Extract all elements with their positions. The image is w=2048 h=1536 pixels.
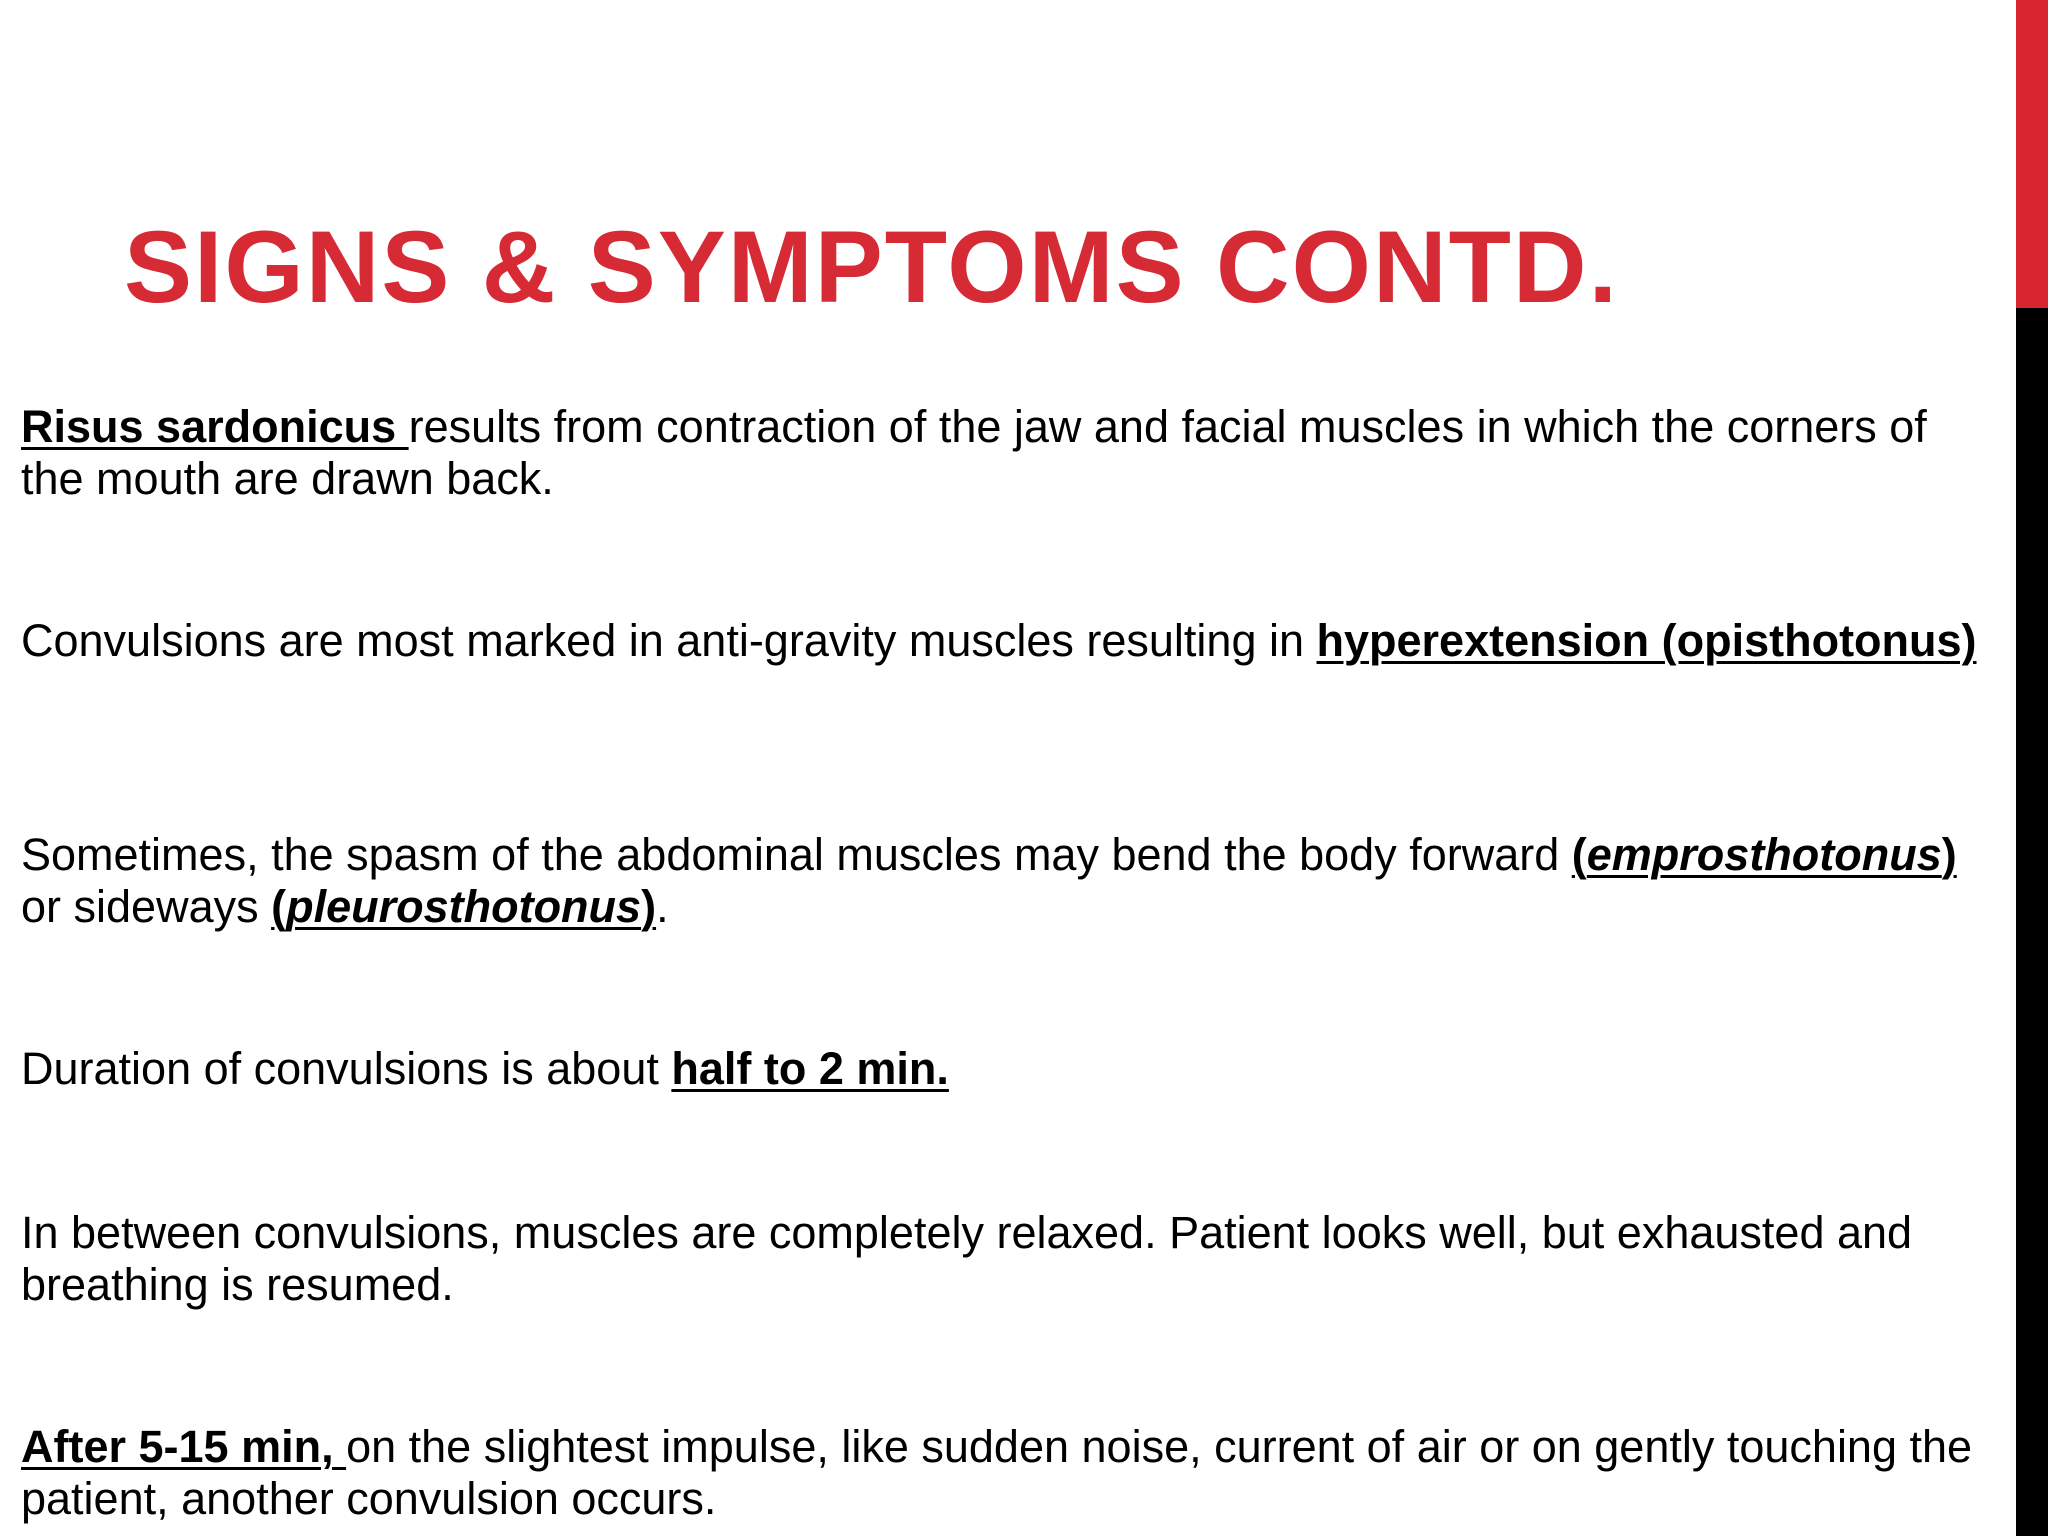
bullet-text-end: .	[656, 881, 669, 932]
term-emprosthotonus: emprosthotonus	[1586, 829, 1942, 880]
bullet-text: Duration of convulsions is about	[21, 1043, 672, 1094]
accent-bar-red	[2016, 0, 2048, 308]
slide-title: SIGNS & SYMPTOMS CONTD.	[124, 210, 1619, 324]
paren-close: )	[1941, 829, 1957, 880]
bullet-convulsions	[21, 615, 2001, 667]
accent-bar-black	[2016, 308, 2048, 1536]
bullet-between-convulsions	[21, 1207, 2001, 1311]
bullet-after-interval	[21, 1421, 2001, 1525]
bullet-text: Convulsions are most marked in anti-gravity muscles resulting in	[21, 615, 1317, 666]
bullet-text: Sometimes, the spasm of the abdominal muscles may bend the body forward	[21, 829, 1572, 880]
term-risus-sardonicus: Risus sardonicus	[21, 401, 409, 452]
paren-open: (	[271, 881, 287, 932]
term-hyperextension: hyperextension (opisthotonus)	[1316, 615, 1977, 666]
term-pleurosthotonus: pleurosthotonus	[286, 881, 642, 932]
term-half-to-2-min: half to 2 min.	[671, 1043, 949, 1094]
paren-open: (	[1571, 829, 1587, 880]
bullet-text: results from contraction of the jaw and facial muscles in which the corners of the mouth are drawn back.	[21, 401, 1927, 504]
term-emprosthotonus-group	[1572, 829, 1957, 880]
paren-close: )	[641, 881, 657, 932]
bullet-spasm	[21, 829, 2001, 933]
bullet-text: on the slightest impulse, like sudden noise, current of air or on gently touching the patient, another convulsion occurs.	[21, 1421, 1973, 1524]
term-pleurosthotonus-group	[271, 881, 656, 932]
bullet-risus-sardonicus	[21, 401, 2001, 505]
term-after-5-15-min: After 5-15 min,	[21, 1421, 347, 1472]
bullet-duration	[21, 1043, 2001, 1095]
bullet-text: In between convulsions, muscles are completely relaxed. Patient looks well, but exhausted and breathing is resumed.	[21, 1207, 1913, 1310]
bullet-text-middle: or sideways	[21, 881, 272, 932]
